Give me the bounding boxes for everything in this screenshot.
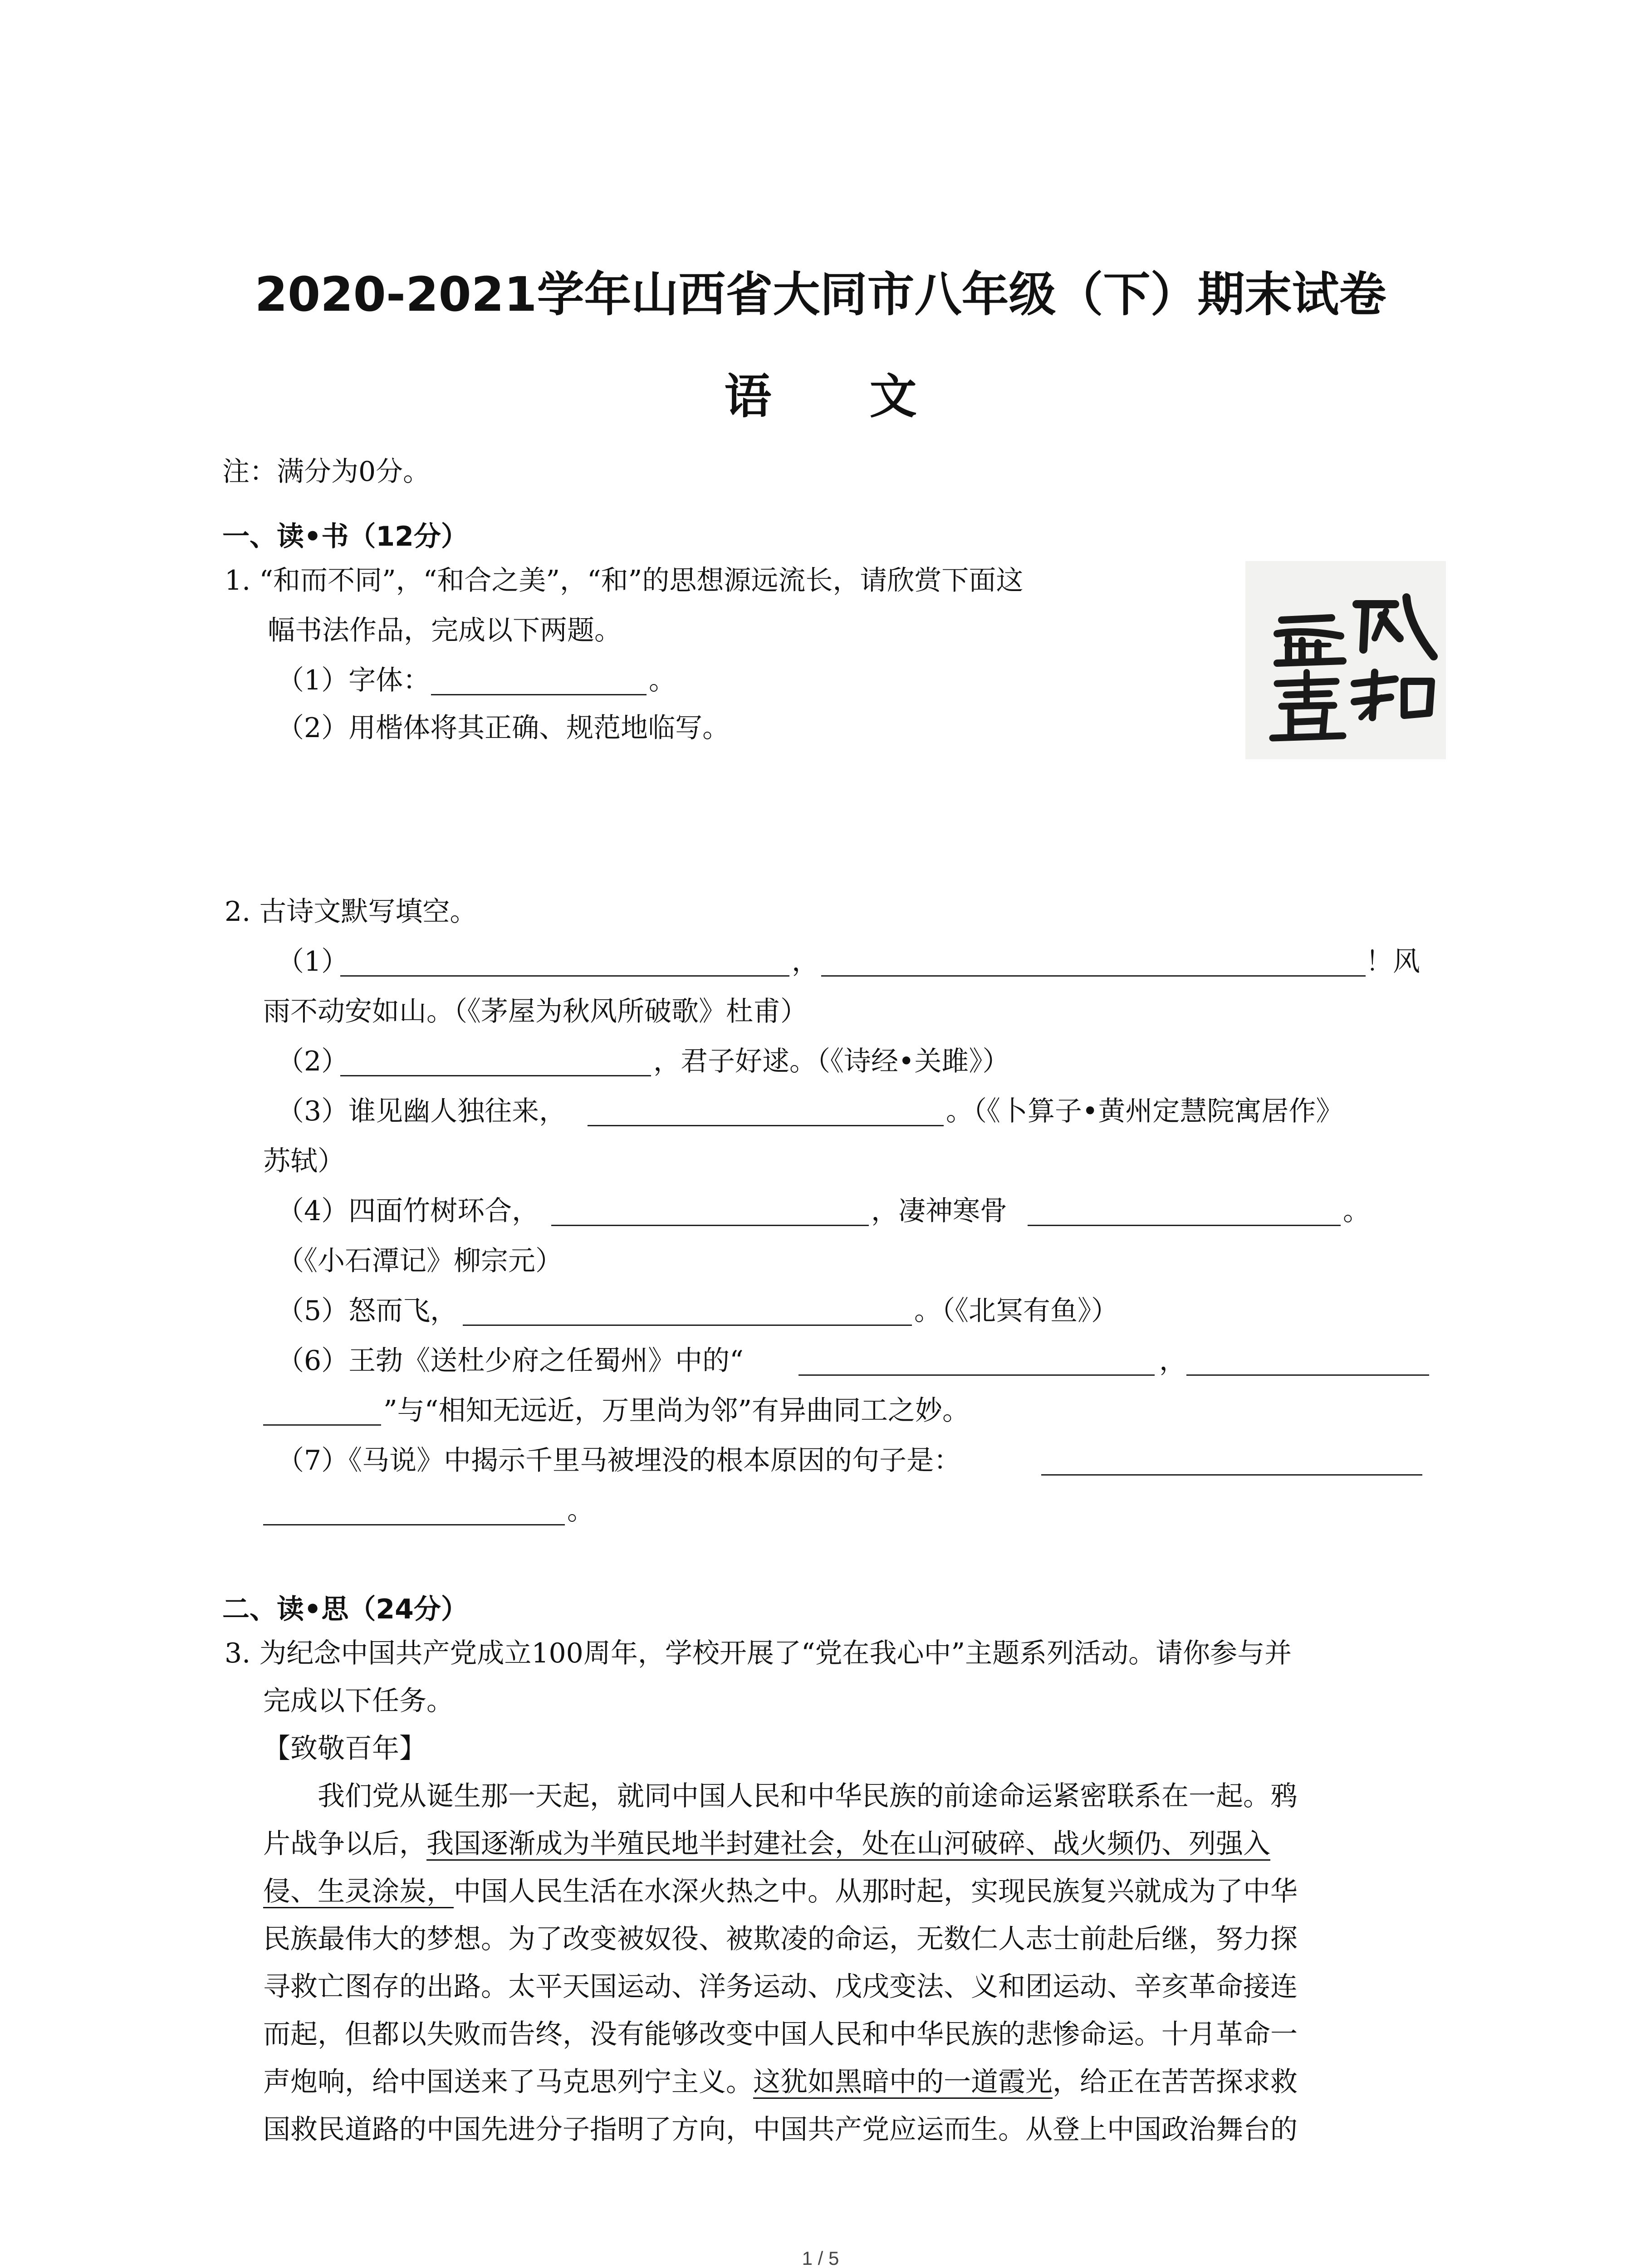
- q3-passage-line8: 国救民道路的中国先进分子指明了方向，中国共产党应运而生。从登上中国政治舞台的: [263, 2114, 1298, 2146]
- page-title: 2020-2021学年山西省大同市八年级（下）期末试卷: [255, 267, 1386, 322]
- q2-s4-line2: （《小石潭记》柳宗元）: [277, 1245, 563, 1277]
- page-number: 1 / 5: [802, 2248, 839, 2268]
- q2-s6-blank-c[interactable]: [263, 1424, 381, 1426]
- underlined-phrase-2: 侵、生灵涂炭，: [263, 1876, 454, 1907]
- q1-line1: 1. “和而不同”，“和合之美”，“和”的思想源远流长，请欣赏下面这: [225, 565, 1024, 596]
- q2-s1-blank-a[interactable]: [340, 975, 789, 977]
- q2-s2-blank[interactable]: [340, 1075, 651, 1076]
- calligraphy-image: [1245, 561, 1446, 759]
- q3-passage-line7: 声炮响，给中国送来了马克思列宁主义。这犹如黑暗中的一道霞光，给正在苦苦探求救: [263, 2066, 1298, 2098]
- q2-s5-blank[interactable]: [463, 1325, 912, 1326]
- q3-passage-line1: 我们党从诞生那一天起，就同中国人民和中华民族的前途命运紧密联系在一起。鸦: [318, 1780, 1298, 1812]
- q2-s6-blank-b[interactable]: [1186, 1374, 1429, 1376]
- q2-s2-end: ，君子好逑。（《诗经•关雎》）: [653, 1046, 1010, 1077]
- q2-s5-label: （5）怒而飞，: [277, 1295, 458, 1327]
- section-heading-2: 二、读•思（24分）: [222, 1593, 468, 1625]
- q2-s3-label: （3）谁见幽人独往来，: [277, 1095, 567, 1127]
- q3-passage-line4: 民族最伟大的梦想。为了改变被奴役、被欺凌的命运，无数仁人志士前赴后继，努力探: [263, 1923, 1298, 1955]
- q2-s1-comma: ，: [792, 946, 819, 978]
- q2-s3-blank[interactable]: [588, 1125, 944, 1126]
- q1-sub1-end: 。: [649, 665, 676, 696]
- q2-s5-end: 。（《北冥有鱼》）: [914, 1295, 1118, 1327]
- section-heading-1: 一、读•书（12分）: [222, 521, 468, 552]
- q1-sub2: （2）用楷体将其正确、规范地临写。: [277, 712, 730, 744]
- q3-line1: 3. 为纪念中国共产党成立100周年，学校开展了“党在我心中”主题系列活动。请你参与并: [225, 1637, 1292, 1669]
- q2-s1-blank-b[interactable]: [821, 975, 1366, 977]
- q1-sub1-blank[interactable]: [431, 694, 647, 695]
- q3-passage-line5: 寻救亡图存的出路。太平天国运动、洋务运动、戊戌变法、义和团运动、辛亥革命接连: [263, 1971, 1298, 2003]
- q2-s2-label: （2）: [277, 1046, 349, 1077]
- q3-bracket-heading: 【致敬百年】: [263, 1733, 426, 1765]
- q2-s1-end: ！风: [1366, 946, 1420, 978]
- q2-s4-blank-a[interactable]: [551, 1225, 869, 1226]
- q3-line2: 完成以下任务。: [263, 1685, 454, 1717]
- q2-s6-blank-a[interactable]: [798, 1374, 1155, 1376]
- q2-intro: 2. 古诗文默写填空。: [225, 896, 477, 928]
- q2-s6-label: （6）王勃《送杜少府之任蜀州》中的“: [277, 1345, 744, 1377]
- q2-s4-label: （4）四面竹树环合，: [277, 1195, 539, 1227]
- q3-passage-line2: 片战争以后，我国逐渐成为半殖民地半封建社会，处在山河破碎、战火频仍、列强入: [263, 1828, 1270, 1860]
- q2-s4-end: 。: [1343, 1195, 1370, 1227]
- q2-s1-line2: 雨不动安如山。（《茅屋为秋风所破歌》杜甫）: [263, 996, 808, 1027]
- q2-s7-blank-a[interactable]: [1041, 1474, 1422, 1476]
- q3-passage-line6: 而起，但都以失败而告终，没有能够改变中国人民和中华民族的悲惨命运。十月革命一: [263, 2019, 1298, 2050]
- q2-s1-label: （1）: [277, 946, 349, 978]
- q2-s6-line2: ”与“相知无远近，万里尚为邻”有异曲同工之妙。: [383, 1395, 970, 1427]
- q2-s3-end: 。（《卜算子•黄州定慧院寓居作》: [946, 1095, 1343, 1127]
- q1-line2: 幅书法作品，完成以下两题。: [268, 615, 622, 646]
- q1-sub1-label: （1）字体：: [277, 665, 431, 696]
- score-note: 注：满分为0分。: [222, 456, 431, 488]
- underlined-phrase-1: 我国逐渐成为半殖民地半封建社会，处在山河破碎、战火频仍、列强入: [426, 1828, 1270, 1860]
- q3-passage-line3: 侵、生灵涂炭，中国人民生活在水深火热之中。从那时起，实现民族复兴就成为了中华: [263, 1876, 1298, 1907]
- q2-s7-blank-b[interactable]: [263, 1524, 565, 1525]
- q2-s3-line2: 苏轼）: [263, 1145, 345, 1177]
- q2-s4-blank-b[interactable]: [1028, 1225, 1341, 1226]
- q2-s7-label: （7）《马说》中揭示千里马被埋没的根本原因的句子是：: [277, 1445, 961, 1476]
- q2-s7-end: 。: [567, 1495, 594, 1526]
- underlined-phrase-3: 这犹如黑暗中的一道霞光: [753, 2066, 1053, 2098]
- q2-s4-mid: ，凄神寒骨: [871, 1195, 1007, 1227]
- subject-title: 语 文: [724, 369, 958, 424]
- q2-s6-comma: ，: [1159, 1345, 1186, 1377]
